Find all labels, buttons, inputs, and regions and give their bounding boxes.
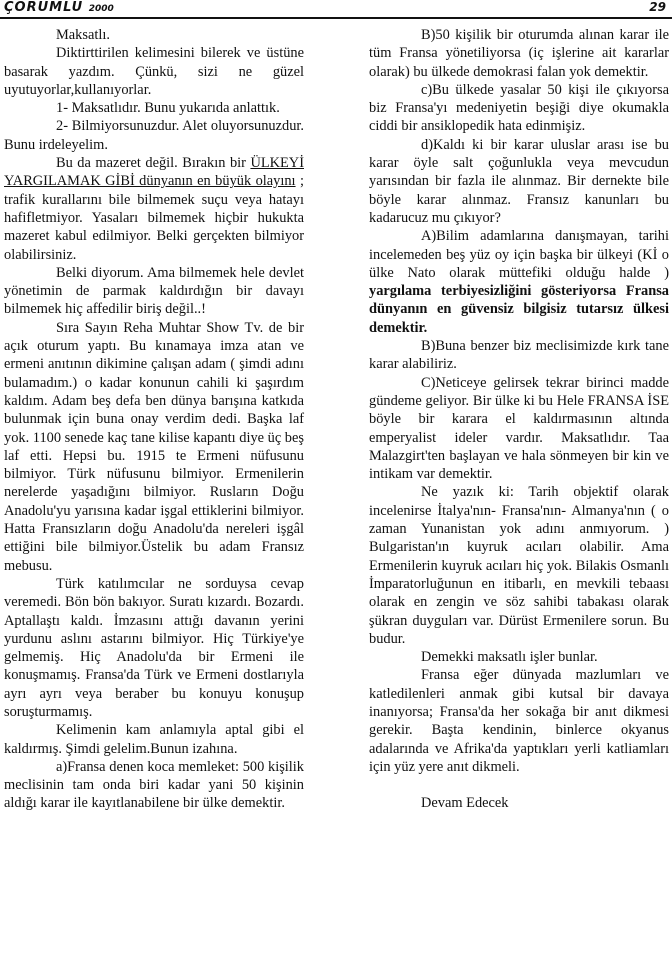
closing-line: Devam Edecek [421,795,509,812]
paragraph: 2- Bilmiyorsunuzdur. Alet oluyorsunuzdur. Bunu irdeleyelim. [4,118,304,153]
paragraph [369,227,669,337]
paragraph: C)Neticeye gelirsek tekrar birinci madde gündeme geliyor. Bir ülke ki bu Hele FRANSA İSE böyle bir karara el kaldırmasının altında emperyalist ideler vardır. Maksatlıdır. Taa Malazgirt'ten başlayan ve hala sönmeyen bir kin ve intikam var demektir. [369,374,669,483]
paragraph: B)50 kişilik bir oturumda alınan karar ile tüm Fransa yönetiliyorsa (iç işlerine ait kararlar olarak) bu ülkede demokrasi falan yok demektir. [369,27,669,80]
right-column [369,26,669,812]
paragraph: c)Bu ülkede yasalar 50 kişi ile çıkıyorsa biz Fransa'yı medeniyetin beşiği diye okumakla ciddi bir ansiklopedik hata edinmişiz. [369,81,669,135]
paragraph: Demekki maksatlı işler bunlar. [421,649,598,666]
text-run: A)Bilim adamlarına danışmayan, tarihi incelemeden beş yüz oy için başka bir ülkeyi (Kİ o ülke Nato olarak müttefiki olduğu halde ) [369,228,669,281]
paragraph: Ne yazık ki: Tarih objektif olarak incelenirse İtalya'nın- Fransa'nın- Almanya'nın ( o zaman Yunanistan yok adını anmıyorum. ) Bulgaristan'ın kuyruk acıları olabilir. Ama Ermenilerin kuyruk acıları hiç yok. Bilakis Osmanlı İmparatorluğunun en itibarlı, en mevkili tebaası olarak en zengin ve söz sahibi tabakası olarak şükran duyguları var. Dürüst Ermenilere sorun. Bu budur. [369,484,669,647]
paragraph: d)Kaldı ki bir karar uluslar arası ise bu karar öyle salt çoğunlukla veya mevcudun yarısından bir fazla ile alınmaz. Bir dernekte bile böyle karar alınmaz. Fransız kanunları bu kadarucuz mu çıkıyor? [369,136,669,226]
masthead-year: 2000 [88,4,114,14]
paragraph: Türk katılımcılar ne sorduysa cevap veremedi. Bön bön bakıyor. Suratı kızardı. Bozardı. Aptallaştı kaldı. İmzasını attığı davanın yerini yurdunu aslını astarını bilmiyor. Hiç Türkiye'ye gelmemiş. Hiç Anadolu'da bir Ermeni ile konuşmamış. Fransa'da Türk ve Ermeni dostlarıyla ayrı ayrı veya beraber bu konuyu konuşup soruşturmamış. [4,575,304,720]
paragraph: B)Buna benzer biz meclisimizde kırk tane karar alabiliriz. [369,338,669,373]
text-run: ; trafik kurallarını bile bilmemek suçu veya hatayı hafifletmiyor. Yasaları bilmemek hiçbir hukukta mazeret kabul edilmiyor. Belki gerçekten bilmiyor olabilirsiniz. [4,173,304,263]
paragraph: 1- Maksatlıdır. Bunu yukarıda anlattık. [56,100,280,117]
paragraph: a)Fransa denen koca memleket: 500 kişilik meclisinin tam onda biri kadar yani 50 kişinin aldığı karar ile kayıtlanabilene bir ülke demektir. [4,758,304,812]
paragraph: Kelimenin kam anlamıyla aptal gibi el kaldırmış. Şimdi gelelim.Bunun izahına. [4,722,304,757]
paragraph: Diktirttirilen kelimesini bilerek ve üstüne basarak yazdım. Çünkü, sizi ne güzel uyutuyorlar,kullanıyorlar. [4,45,304,98]
paragraph: Belki diyorum. Ama bilmemek hele devlet yönetimin de parmak kaldırdığın bir davayı bilmemek hiç affedilir biriş değil..! [4,264,304,318]
masthead [4,0,114,15]
paragraph: Maksatlı. [56,27,110,43]
paragraph [4,154,304,264]
header-rule [0,17,672,19]
text-run: Bu da mazeret değil. Bırakın bir [56,155,246,172]
left-column [4,26,304,813]
page-number: 29 [649,0,666,14]
underlined-text: ÜLKEYİ YARGILAMAK GİBİ dünyanın en büyük olayını [4,155,304,190]
masthead-title: ÇORUMLU [4,0,84,15]
paragraph: Fransa eğer dünyada mazlumları ve katledilenleri anmak gibi kutsal bir davaya inanıyorsa; Fransa'da her sokağa bir anıt dikmesi gerekir. Başta kendinin, binlerce okyanus adalarında ve Afrika'da yaptıkları yerli katliamları için yüz yere anıt dikmeli. [369,667,669,775]
bold-text: yargılama terbiyesizliğini gösteriyorsa Fransa dünyanın en güvensiz bilgisiz tutarsız ülkesi demektir. [369,283,669,336]
page-header [0,0,672,18]
paragraph: Sıra Sayın Reha Muhtar Show Tv. de bir açık oturum yaptı. Bu kınamaya imza atan ve ermeni anıtının dikimine çalışan adam ( şimdi adını bulamadım.) o kadar konunun cahili ki şaşırdım kaldım. Adam beş defa ben dünya barışına katkıda bulunmak için buna onay verdim dedi. Başka laf yok. 1100 senede kaç tane kilise kapantı diye üç beş laf etti. Hepsi bu. 1915 te Ermeni nüfusunu bilmiyor. Türk nüfusunu bilmiyor. Ermenilerin nerelerde yaşadığını bilmiyor. Rusların Doğu Anadolu'yu yarısına kadar işgal ettiklerini bilmiyor. Hatta Fransızların doğu Anadolu'da nereleri işgâl ettiğini bile bilmiyor.Üstelik bu adam Fransız mebusu. [4,319,304,574]
